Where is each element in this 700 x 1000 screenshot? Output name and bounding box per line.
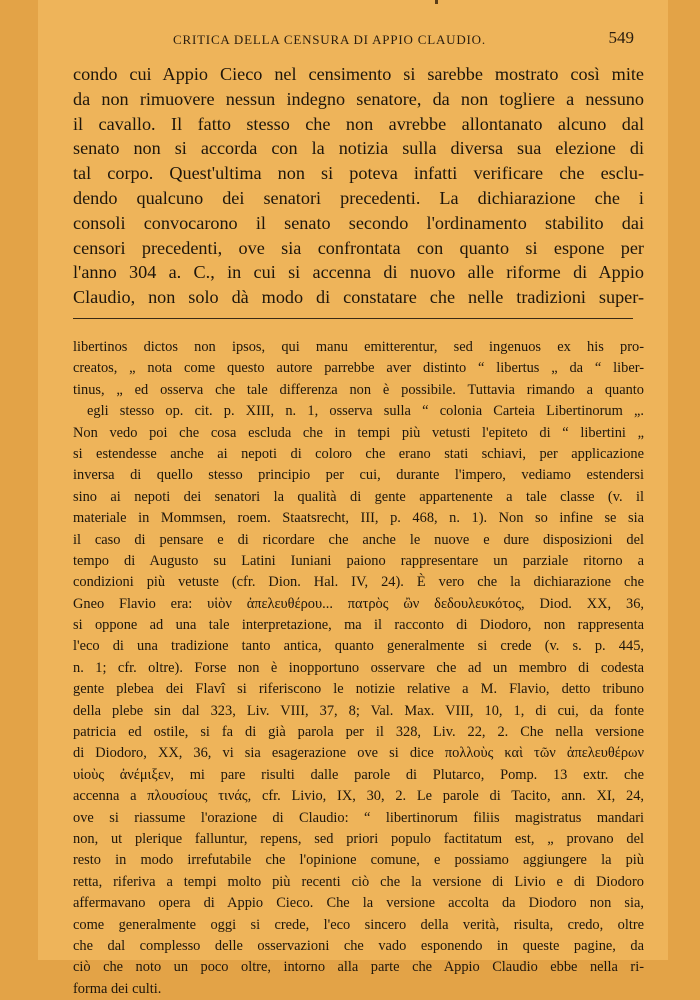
footnote-line: Non vedo poi che cosa escluda che in tempi più vetusti l'epiteto di “ libertini „ [73, 424, 644, 441]
footnote-line: tempo di Augusto su Latini Iuniani paiono rappresentare un parziale ritorno a [73, 552, 644, 569]
footnote-line: inversa di quello stesso principio per cui, durante l'impero, vediamo estendersi [73, 467, 644, 484]
footnote-separator [73, 318, 633, 319]
footnote-line: tinus, „ ed osserva che tale differenza non è possibile. Tuttavia rimando a quanto [73, 381, 644, 398]
page-number: 549 [608, 28, 634, 47]
footnote [73, 337, 644, 1000]
footnote-line: non, ut plerique falluntur, repens, sed priori populo factitatum est, „ provano del [73, 830, 644, 847]
footnote-line: Gneo Flavio era: υἱὸν ἀπελευθέρου... πατρὸς ὢν δεδουλευκότος, Diod. XX, 36, [73, 595, 644, 612]
footnote-line: forma dei culti. [73, 980, 162, 997]
footnote-line: patricia ed ostile, si fa di già parola per il 328, Liv. 22, 2. Che nella versione [73, 724, 644, 741]
footnote-line: condizioni più vetuste (cfr. Dion. Hal. IV, 24). È vero che la dichiarazione che [73, 574, 644, 591]
footnote-line: che dal complesso delle osservazioni che vado esponendo in queste pagine, da [73, 937, 644, 954]
text-line: l'anno 304 a. C., in cui si accenna di nuovo alle riforme di Appio [73, 262, 644, 283]
footnote-line: ove si riassume l'orazione di Claudio: “ libertinorum filiis magistratus mandari [73, 809, 644, 826]
footnote-line: di Diodoro, XX, 36, vi sia esagerazione ove si dice πολλοὺς καὶ τῶν ἀπελευθέρων [73, 745, 644, 762]
page-edge-mark [435, 0, 438, 4]
footnote-line: retta, riferiva a tempi molto più recenti ciò che la versione di Livio e di Diodoro [73, 873, 644, 890]
footnote-line: si estendesse anche ai nepoti di coloro che erano stati schiavi, per applicazione [73, 445, 644, 462]
footnote-line: resto in modo irrefutabile che l'opinione comune, e possiamo aggiungere la più [73, 852, 644, 869]
main-text [73, 62, 644, 310]
footnote-line: n. 1; cfr. oltre). Forse non è inopportuno osservare che ad un membro di codesta [73, 659, 644, 676]
text-line: il cavallo. Il fatto stesso che non avrebbe allontanato alcuno dal [73, 113, 644, 134]
text-line: Claudio, non solo dà modo di constatare che nelle tradizioni super- [73, 287, 644, 308]
book-page [38, 0, 668, 997]
page-header [68, 26, 638, 50]
footnote-line: sino ai nepoti dei senatori la qualità di gente appartenente a tale classe (v. il [73, 488, 644, 505]
footnote-line: come generalmente oggi si crede, l'eco sincero della verità, risulta, credo, oltre [73, 916, 644, 933]
footnote-line: creatos, „ nota come questo autore parrebbe aver distinto “ libertus „ da “ liber- [73, 360, 644, 377]
footnote-line: gente plebea dei Flavî si riferiscono le notizie relative a M. Flavio, detto tribuno [73, 681, 644, 698]
text-line: condo cui Appio Cieco nel censimento si sarebbe mostrato così mite [73, 64, 644, 84]
running-head: CRITICA DELLA CENSURA DI APPIO CLAUDIO. [173, 32, 486, 47]
footnote-line: libertinos dictos non ipsos, qui manu emitterentur, sed ingenuos ex his pro- [73, 339, 644, 355]
footnote-line: egli stesso op. cit. p. XIII, n. 1, osserva sulla “ colonia Carteia Libertinorum „. [87, 403, 644, 420]
footnote-line: l'eco di una tradizione tanto antica, quanto generalmente si crede (v. s. p. 445, [73, 638, 644, 655]
text-line: tal corpo. Quest'ultima non si poteva infatti verificare che esclu- [73, 163, 644, 184]
footnote-line: ciò che noto un poco oltre, intorno alla parte che Appio Claudio ebbe nella ri- [73, 959, 644, 976]
footnote-line: υἱοὺς ἀνέμιξεν, mi pare risulti dalle parole di Plutarco, Pomp. 13 extr. che [73, 766, 644, 783]
text-line: dendo qualcuno dei senatori precedenti. La dichiarazione che i [73, 187, 644, 208]
text-line: consoli convocarono il senato secondo l'ordinamento stabilito dai [73, 212, 644, 233]
footnote-line: materiale in Mommsen, roem. Staatsrecht, III, p. 468, n. 1). Non so infine se sia [73, 510, 644, 527]
text-line: da non rimuovere nessun indegno senatore, da non togliere a nessuno [73, 88, 644, 109]
footnote-line: della plebe sin dal 323, Liv. VIII, 37, 8; Val. Max. VIII, 10, 1, di cui, da fonte [73, 702, 644, 719]
footnote-line: si oppone ad una tale interpretazione, ma il racconto di Diodoro, non rappresenta [73, 617, 644, 634]
text-line: censori precedenti, ove sia confrontata con quanto si espone per [73, 237, 644, 258]
footnote-line: affermavano opera di Appio Cieco. Che la versione accolta da Diodoro non sia, [73, 895, 644, 912]
footnote-line: accenna a πλουσίους τινάς, cfr. Livio, IX, 30, 2. Le parole di Tacito, ann. XI, 24, [73, 788, 644, 805]
footnote-line: il caso di pensare e di ricordare che anche le nuove e dure disposizioni del [73, 531, 644, 548]
text-line: senato non si accorda con la notizia sulla diversa sua elezione di [73, 138, 644, 159]
